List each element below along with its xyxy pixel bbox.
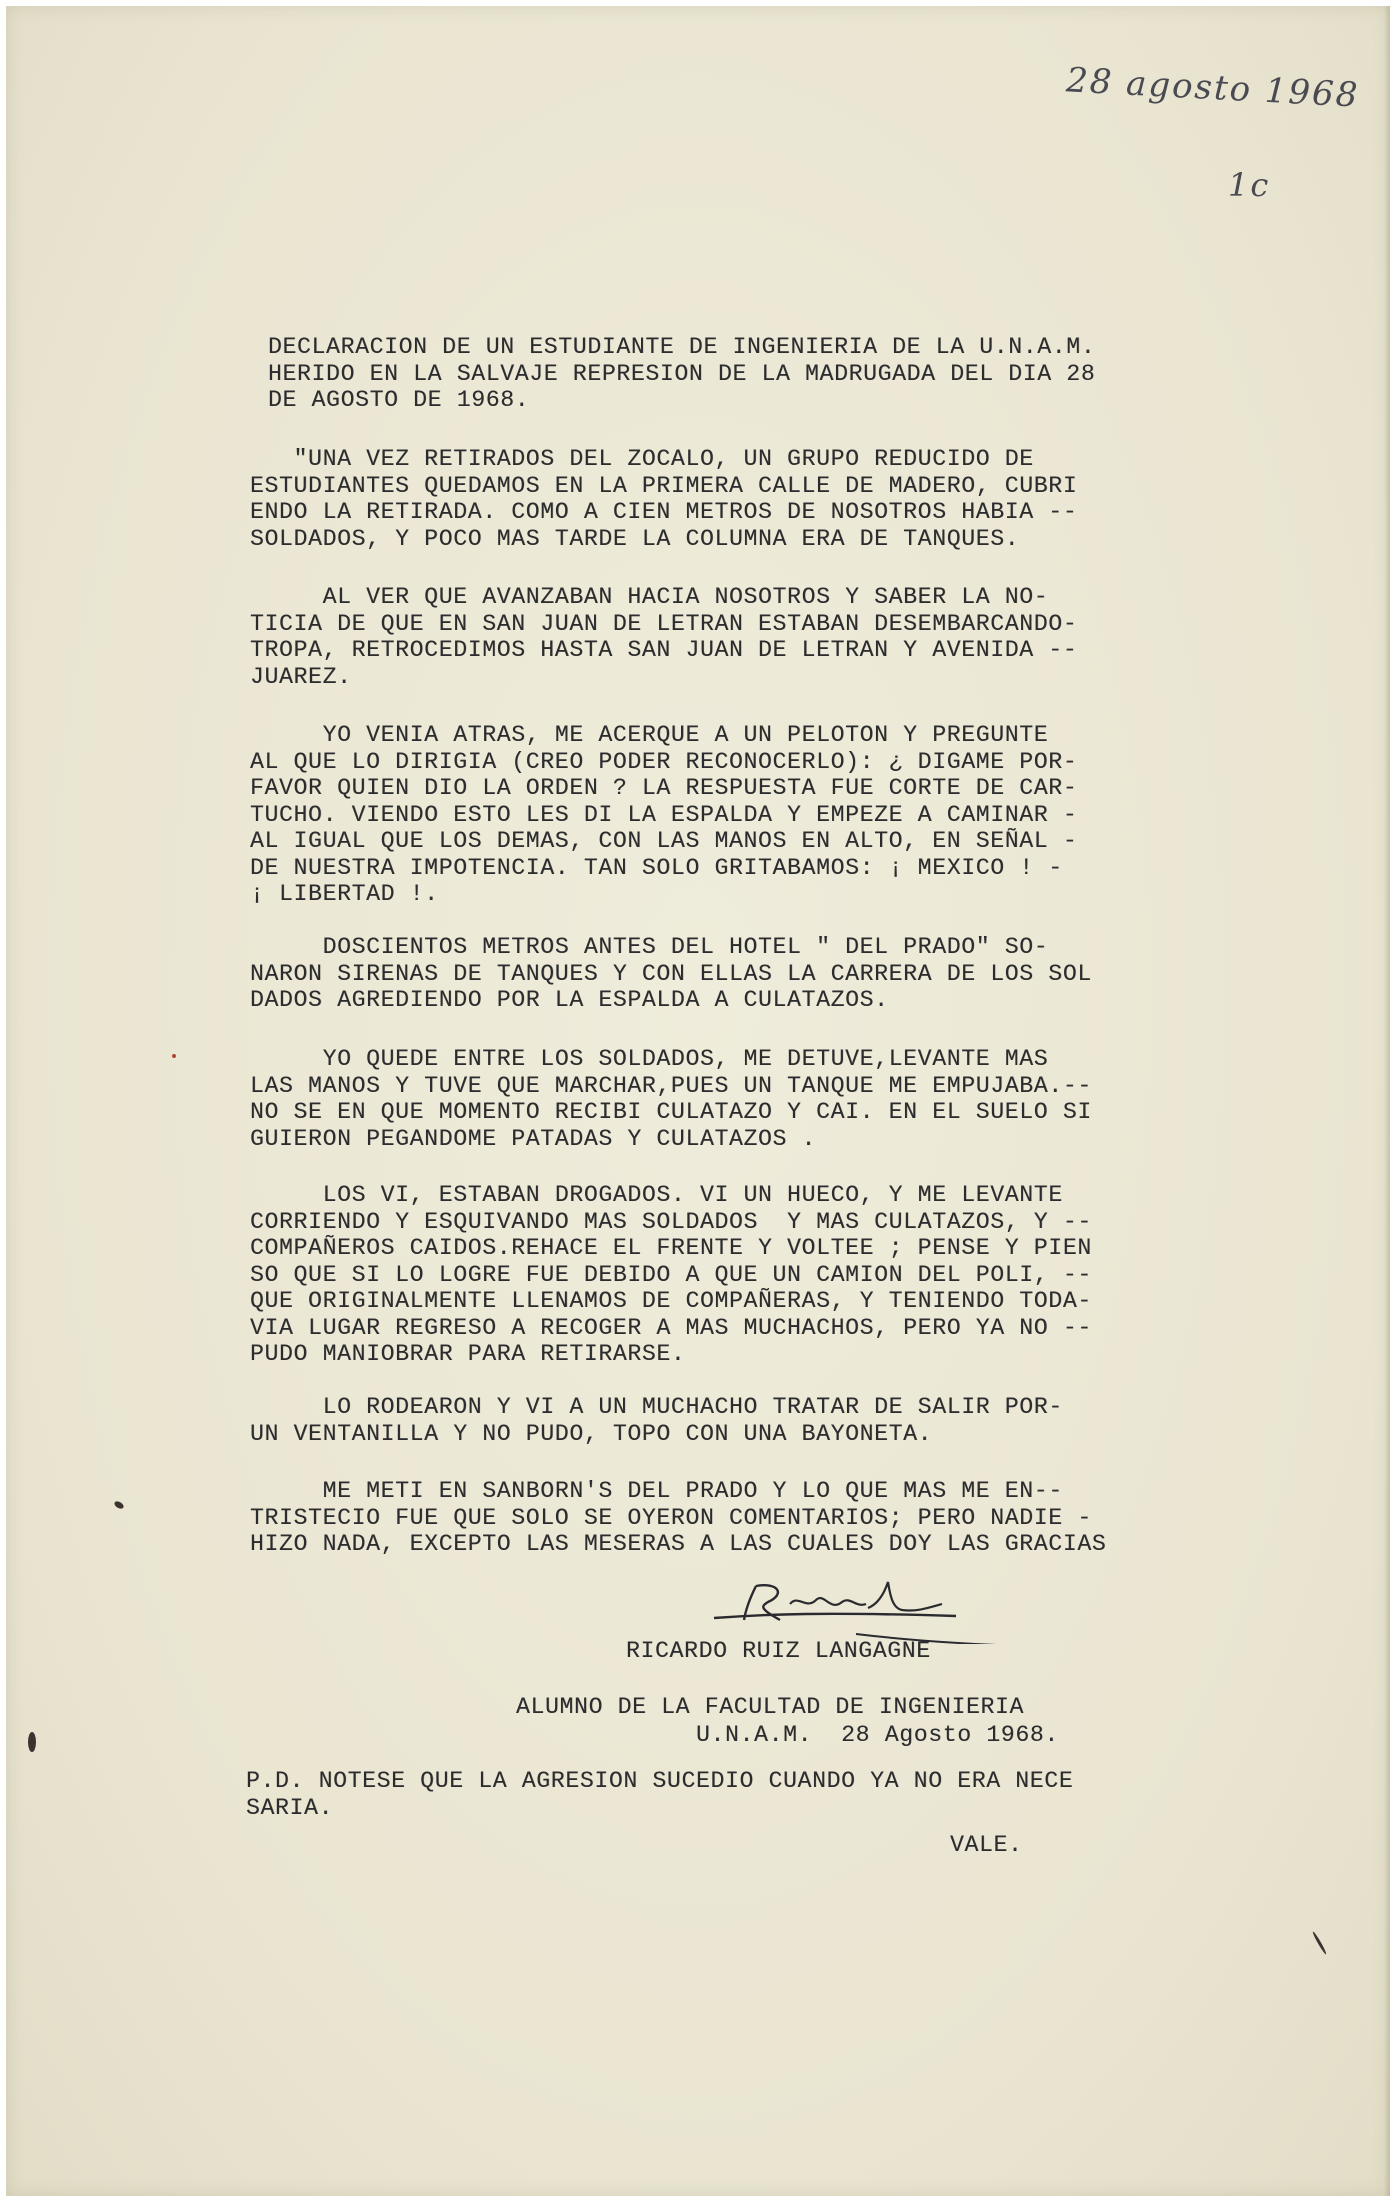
text-line: ¡ LIBERTAD !. — [250, 881, 439, 907]
handwritten-date: 28 agosto 1968 — [1065, 60, 1361, 116]
text-line: LAS MANOS Y TUVE QUE MARCHAR,PUES UN TANQUE ME EMPUJABA.-- — [250, 1072, 1092, 1099]
text-line: SOLDADOS, Y POCO MAS TARDE LA COLUMNA ERA DE TANQUES. — [250, 525, 1020, 552]
text-line: AL QUE LO DIRIGIA (CREO PODER RECONOCERLO): ¿ DIGAME POR- — [250, 748, 1078, 775]
paragraph-platoon — [250, 722, 1210, 908]
text-line: ME METI EN SANBORN'S DEL PRADO Y LO QUE MAS ME EN-- — [250, 1478, 1063, 1504]
ink-speck — [172, 1054, 176, 1058]
handwritten-page-number: 1c — [1228, 166, 1271, 204]
text-line: GUIERON PEGANDOME PATADAS Y CULATAZOS . — [250, 1125, 817, 1152]
text-line: SO QUE SI LO LOGRE FUE DEBIDO A QUE UN CAMION DEL POLI, -- — [250, 1261, 1092, 1288]
text-line: YO VENIA ATRAS, ME ACERQUE A UN PELOTON Y PREGUNTE — [250, 722, 1049, 748]
text-line: COMPAÑEROS CAIDOS.REHACE EL FRENTE Y VOLTEE ; PENSE Y PIEN — [250, 1235, 1092, 1261]
signer-name: RICARDO RUIZ LANGAGNE — [626, 1638, 931, 1664]
typewritten-page — [6, 6, 1390, 2196]
text-line: NARON SIRENAS DE TANQUES Y CON ELLAS LA CARRERA DE LOS SOL — [250, 960, 1092, 987]
text-line: DADOS AGREDIENDO POR LA ESPALDA A CULATAZOS. — [250, 987, 889, 1013]
text-line: QUE ORIGINALMENTE LLENAMOS DE COMPAÑERAS, Y TENIENDO TODA- — [250, 1288, 1092, 1314]
signature-scrawl-icon — [706, 1574, 1026, 1644]
postscript — [246, 1768, 1206, 1821]
paragraph-sirens — [250, 934, 1210, 1014]
signature-name — [626, 1638, 1394, 1665]
text-line: AL IGUAL QUE LOS DEMAS, CON LAS MANOS EN ALTO, EN SEÑAL - — [250, 828, 1078, 854]
text-line: YO QUEDE ENTRE LOS SOLDADOS, ME DETUVE,LEVANTE MAS — [250, 1046, 1049, 1072]
paragraph-injury — [250, 1046, 1210, 1152]
text-line: LOS VI, ESTABAN DROGADOS. VI UN HUECO, Y ME LEVANTE — [250, 1182, 1063, 1208]
ink-speck — [28, 1732, 36, 1752]
title-line: HERIDO EN LA SALVAJE REPRESION DE LA MADRUGADA DEL DIA 28 — [268, 360, 1096, 387]
affiliation-date-line: U.N.A.M. 28 Agosto 1968. — [696, 1722, 1059, 1748]
text-line: "UNA VEZ RETIRADOS DEL ZOCALO, UN GRUPO REDUCIDO DE — [250, 446, 1034, 472]
title-line: DECLARACION DE UN ESTUDIANTE DE INGENIERIA DE LA U.N.A.M. — [268, 334, 1096, 360]
text-line: DE NUESTRA IMPOTENCIA. TAN SOLO GRITABAMOS: ¡ MEXICO ! - — [250, 854, 1063, 881]
text-line: TROPA, RETROCEDIMOS HASTA SAN JUAN DE LETRAN Y AVENIDA -- — [250, 637, 1078, 663]
paper-edge-shadow — [1384, 6, 1390, 2196]
text-line: PUDO MANIOBRAR PARA RETIRARSE. — [250, 1341, 686, 1367]
text-line: VIA LUGAR REGRESO A RECOGER A MAS MUCHACHOS, PERO YA NO -- — [250, 1314, 1092, 1341]
text-line: UN VENTANILLA Y NO PUDO, TOPO CON UNA BAYONETA. — [250, 1420, 933, 1447]
text-line: ESTUDIANTES QUEDAMOS EN LA PRIMERA CALLE DE MADERO, CUBRI — [250, 472, 1078, 499]
declaration-title — [268, 334, 1228, 414]
paragraph-advance — [250, 584, 1210, 690]
paragraph-escape — [250, 1182, 1210, 1368]
text-line: NO SE EN QUE MOMENTO RECIBI CULATAZO Y CAI. EN EL SUELO SI — [250, 1099, 1092, 1125]
text-line: FAVOR QUIEN DIO LA ORDEN ? LA RESPUESTA FUE CORTE DE CAR- — [250, 775, 1078, 801]
closing-word: VALE. — [950, 1832, 1023, 1858]
title-line: DE AGOSTO DE 1968. — [268, 387, 530, 413]
text-line: LO RODEARON Y VI A UN MUCHACHO TRATAR DE SALIR POR- — [250, 1394, 1063, 1420]
text-line: DOSCIENTOS METROS ANTES DEL HOTEL " DEL PRADO" SO- — [250, 934, 1049, 960]
ink-speck — [1312, 1931, 1328, 1955]
text-line: AL VER QUE AVANZABAN HACIA NOSOTROS Y SABER LA NO- — [250, 584, 1049, 610]
affiliation-line: ALUMNO DE LA FACULTAD DE INGENIERIA — [516, 1694, 1025, 1720]
text-line: ENDO LA RETIRADA. COMO A CIEN METROS DE NOSOTROS HABIA -- — [250, 499, 1078, 525]
affiliation-date — [696, 1722, 1216, 1749]
affiliation — [516, 1694, 1216, 1721]
paragraph-retreat — [250, 446, 1210, 552]
text-line: JUAREZ. — [250, 663, 352, 690]
closing — [950, 1832, 1150, 1859]
ink-speck — [113, 1500, 125, 1510]
text-line: CORRIENDO Y ESQUIVANDO MAS SOLDADOS Y MAS CULATAZOS, Y -- — [250, 1208, 1092, 1235]
postscript-line: P.D. NOTESE QUE LA AGRESION SUCEDIO CUANDO YA NO ERA NECE — [246, 1768, 1074, 1794]
text-line: HIZO NADA, EXCEPTO LAS MESERAS A LAS CUALES DOY LAS GRACIAS — [250, 1531, 1107, 1557]
paragraph-sanborns — [250, 1478, 1210, 1558]
text-line: TICIA DE QUE EN SAN JUAN DE LETRAN ESTABAN DESEMBARCANDO- — [250, 610, 1078, 637]
paragraph-bayonet — [250, 1394, 1210, 1447]
postscript-line: SARIA. — [246, 1794, 334, 1821]
signature — [706, 1574, 1026, 1644]
text-line: TUCHO. VIENDO ESTO LES DI LA ESPALDA Y EMPEZE A CAMINAR - — [250, 801, 1078, 828]
text-line: TRISTECIO FUE QUE SOLO SE OYERON COMENTARIOS; PERO NADIE - — [250, 1504, 1092, 1531]
